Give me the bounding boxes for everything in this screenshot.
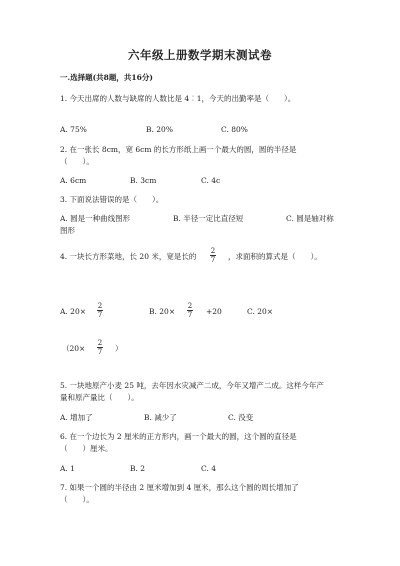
question-3-option-c: C. 圆是轴对称	[286, 214, 334, 223]
question-4-option-d-suffix: ）	[115, 344, 123, 353]
question-5-option-b: B. 减少了	[144, 413, 177, 422]
question-4-stem-part1: 4. 一块长方形菜地，长 20 米，宽是长的	[60, 252, 197, 261]
question-6-stem-line1: 6. 在一个边长为 2 厘米的正方形内，画一个最大的圆，这个圆的直径是	[60, 432, 297, 441]
question-2-option-c: C. 4c	[201, 176, 221, 185]
question-6-option-c: C. 4	[201, 464, 217, 473]
question-1-option-b: B. 20%	[146, 125, 173, 134]
fraction-numerator: 2	[187, 302, 193, 310]
fraction-denominator: 7	[97, 311, 103, 319]
question-4-option-a-fraction	[96, 302, 104, 319]
question-1-option-a: A. 75%	[60, 125, 87, 134]
question-7-stem-line1: 7. 如果一个圆的半径由 2 厘米增加到 4 厘米，那么这个圆的周长增加了	[60, 483, 299, 492]
question-2-option-a: A. 6cm	[60, 176, 87, 185]
question-3-stem: 3. 下面说法错误的是（ ）。	[60, 195, 164, 204]
question-5-stem-line1: 5. 一块地原产小麦 25 吨，去年因水灾减产二成，今年又增产二成。这样今年产	[60, 381, 324, 390]
question-4-option-b-fraction	[186, 302, 194, 319]
page-title: 六年级上册数学期末测试卷	[128, 48, 272, 62]
question-1-stem: 1. 今天出席的人数与缺席的人数比是 4︰1，今天的出勤率是（ ）。	[60, 94, 296, 103]
question-4-option-c: C. 20×	[247, 307, 274, 316]
question-4-stem-part2: ，求面积的算式是（ ）。	[228, 252, 322, 261]
fraction-denominator: 7	[210, 256, 216, 264]
fraction-denominator: 7	[187, 311, 193, 319]
question-2-stem-line1: 2. 在一张长 8cm，宽 6cm 的长方形纸上画一个最大的圆，圆的半径是	[60, 145, 297, 154]
question-5-stem-line2: 量和原产量比（ ）。	[60, 393, 139, 402]
question-3-option-a: A. 圆是一种曲线图形	[60, 214, 131, 223]
question-4-fraction	[209, 247, 217, 264]
fraction-numerator: 2	[97, 302, 103, 310]
question-4-option-a: A. 20×	[60, 307, 87, 316]
question-4-option-d: （20×	[62, 344, 86, 353]
question-3-option-b: B. 半径一定比直径短	[173, 214, 244, 223]
question-5-option-a: A. 增加了	[60, 413, 93, 422]
fraction-denominator: 7	[97, 348, 103, 356]
question-7-stem-line2: （ ）。	[60, 495, 94, 504]
question-6-stem-line2: （ ）厘米。	[60, 444, 113, 453]
question-2-option-b: B. 3cm	[130, 176, 157, 185]
question-4-option-b: B. 20×	[149, 307, 176, 316]
question-4-option-d-fraction	[96, 339, 104, 356]
question-6-option-a: A. 1	[60, 464, 75, 473]
question-3-option-c-wrap: 图形	[60, 226, 75, 235]
question-2-stem-line2: （ ）。	[60, 157, 94, 166]
fraction-numerator: 2	[97, 339, 103, 347]
section-heading: 一.选择题(共8题，共16分)	[60, 73, 153, 82]
fraction-numerator: 2	[210, 247, 216, 255]
question-5-option-c: C. 没变	[228, 413, 254, 422]
question-4-option-b-suffix: +20	[206, 307, 222, 316]
question-6-option-b: B. 2	[130, 464, 146, 473]
question-1-option-c: C. 80%	[221, 125, 248, 134]
